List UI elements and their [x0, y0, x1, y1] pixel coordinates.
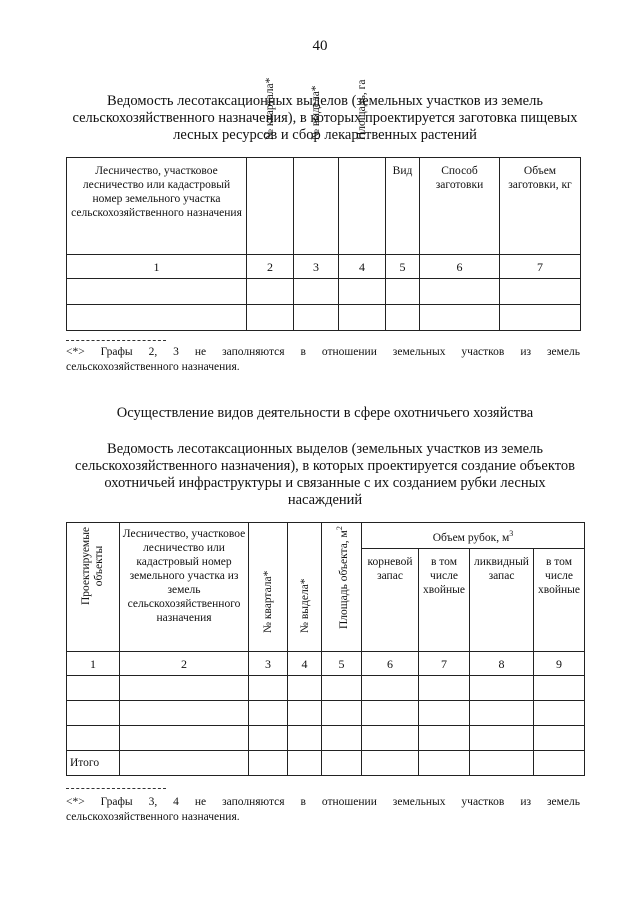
page-number: 40: [312, 38, 328, 54]
header-objects: Проектируемые объекты: [67, 523, 120, 652]
section2-table: [66, 522, 585, 776]
footnote-line: <*> Графы 3, 4 не заполняются в отношении земельных участков из земель: [66, 796, 580, 808]
header-forestry: Лесничество, участковое лесничество или кадастровый номер земельного участка сельскохозяйственного назначения: [67, 158, 247, 255]
section2-title-line: насаждений: [287, 492, 363, 508]
total-row: [67, 751, 585, 776]
column-number: 9: [534, 652, 585, 676]
header-allotment: № выдела*: [288, 523, 322, 652]
footnote-line: <*> Графы 2, 3 не заполняются в отношении земельных участков из земель: [66, 346, 580, 358]
table-row: [67, 726, 585, 751]
section2-footnote: [66, 795, 580, 825]
header-liquid-stock: ликвидный запас: [470, 549, 534, 652]
header-quarter: № квартала*: [249, 523, 288, 652]
column-number: 3: [249, 652, 288, 676]
footnote-line: сельскохозяйственного назначения.: [66, 361, 240, 373]
table-row: [67, 701, 585, 726]
column-number: 4: [339, 255, 386, 279]
header-kind: Вид: [386, 158, 420, 255]
header-root-stock: корневой запас: [362, 549, 419, 652]
footnote-divider: [66, 788, 166, 789]
section2-title-line: Ведомость лесотаксационных выделов (земельных участков из земель: [107, 441, 543, 457]
header-allotment: № выдела*: [294, 158, 339, 255]
header-cut-volume: Объем рубок, $м^3$: [362, 523, 585, 549]
footnote-divider: [66, 340, 166, 341]
column-number: 6: [420, 255, 500, 279]
column-number: 7: [419, 652, 470, 676]
footnote-line: сельскохозяйственного назначения.: [66, 811, 240, 823]
table-row: [67, 676, 585, 701]
column-number: 5: [386, 255, 420, 279]
section1-title-line: Ведомость лесотаксационных выделов (земельных участков из земель: [107, 93, 543, 109]
column-number: 2: [120, 652, 249, 676]
header-quarter: № квартала*: [247, 158, 294, 255]
header-area: Площадь, га: [339, 158, 386, 255]
section2-title-line: охотничьей инфраструктуры и связанные с их созданием рубки лесных: [104, 475, 546, 491]
section1-title: [60, 93, 590, 144]
column-number: 2: [247, 255, 294, 279]
table-row: [67, 279, 581, 305]
header-volume: Объем заготовки, кг: [500, 158, 581, 255]
column-number-row: [67, 652, 585, 676]
section2-heading: Осуществление видов деятельности в сфере охотничьего хозяйства: [116, 405, 534, 421]
total-label: Итого: [67, 751, 120, 776]
column-number: 1: [67, 652, 120, 676]
section2-title: [60, 441, 590, 509]
column-number: 7: [500, 255, 581, 279]
header-forestry: Лесничество, участковое лесничество или кадастровый номер земельного участка из земель сельскохозяйственного назначения: [120, 523, 249, 652]
table-row: [67, 305, 581, 331]
header-area: Площадь объекта, $м^2$: [322, 523, 362, 652]
section1-title-line: сельскохозяйственного назначения), в которых проектируется заготовка пищевых: [72, 110, 578, 126]
column-number: 8: [470, 652, 534, 676]
section1-title-line: лесных ресурсов и сбор лекарственных растений: [173, 127, 477, 143]
column-number: 4: [288, 652, 322, 676]
column-number: 1: [67, 255, 247, 279]
header-incl-conifer: в том числе хвойные: [534, 549, 585, 652]
column-number-row: [67, 255, 581, 279]
section1-footnote: [66, 345, 580, 375]
column-number: 6: [362, 652, 419, 676]
header-method: Способ заготовки: [420, 158, 500, 255]
header-incl-conifer: в том числе хвойные: [419, 549, 470, 652]
section2-title-line: сельскохозяйственного назначения), в которых проектируется создание объектов: [75, 458, 575, 474]
column-number: 3: [294, 255, 339, 279]
column-number: 5: [322, 652, 362, 676]
